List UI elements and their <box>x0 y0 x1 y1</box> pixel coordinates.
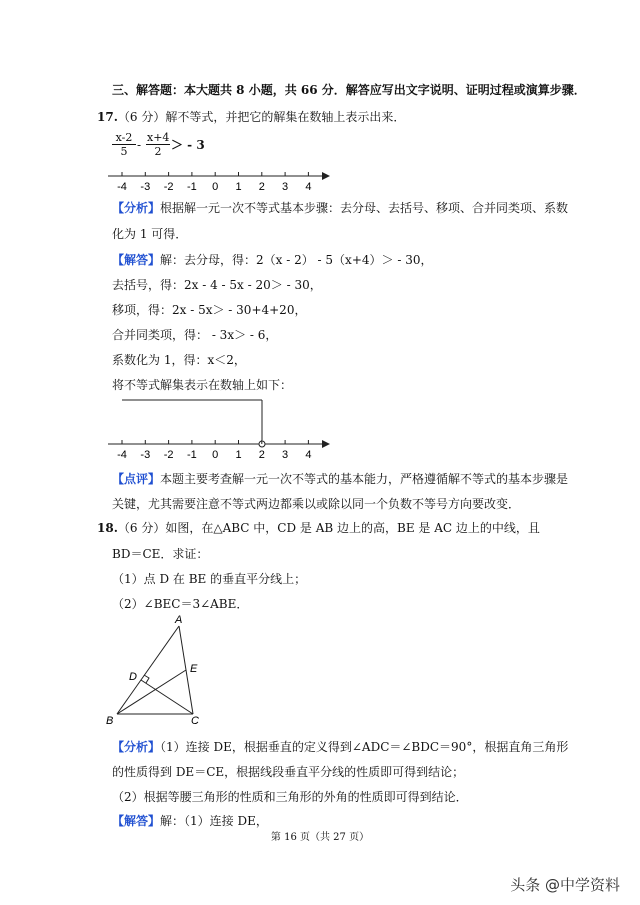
tick-label: 3 <box>282 181 289 193</box>
solution-tag: 【解答】 <box>112 253 161 267</box>
tick-label: 1 <box>235 181 242 193</box>
comment-text: 本题主要考查解一元一次不等式的基本能力，严格遵循解不等式的基本步骤是 <box>160 472 569 486</box>
solution-step-1: 解：（1）连接 DE， <box>160 814 268 828</box>
tick-label: -3 <box>140 181 151 193</box>
analysis-tag: 【分析】 <box>112 201 161 215</box>
tick-label: 2 <box>258 449 265 461</box>
tick-label: 0 <box>212 449 219 461</box>
q18-prompt-cont: BD＝CE．求证： <box>112 547 209 561</box>
altitude-CD <box>141 680 193 714</box>
solution-tag: 【解答】 <box>112 814 161 828</box>
tick-label: -1 <box>187 181 197 193</box>
side-AB <box>117 626 179 714</box>
q17-solution-number-line <box>104 396 334 464</box>
q18-prompt: 如图，在△ABC 中，CD 是 AB 边上的高，BE 是 AC 边上的中线，且 <box>165 521 540 535</box>
number-line-arrow <box>322 440 330 448</box>
q17-points: （6 分） <box>117 110 166 124</box>
q17-minus-sign: - <box>137 138 142 152</box>
section-header: 三、解答题：本大题共 8 小题，共 66 分．解答应写出文字说明、证明过程或演算步骤． <box>112 83 586 97</box>
tick-label: -4 <box>117 181 127 193</box>
fraction-2-denominator: 2 <box>154 145 162 158</box>
vertex-label-C: C <box>191 715 199 727</box>
q18-solution <box>112 813 268 829</box>
tick-label: -2 <box>163 181 174 193</box>
q17-prompt: 解不等式，并把它的解集在数轴上表示出来． <box>165 110 406 124</box>
q18-analysis-part2: （2）根据等腰三角形的性质和三角形的外角的性质即可得到结论． <box>112 790 468 804</box>
q17-title <box>97 109 405 125</box>
fraction-2-numerator: x+4 <box>147 131 170 144</box>
q17-rhs: ＞ - 3 <box>171 138 205 152</box>
q17-number-line <box>104 160 334 196</box>
solution-step-4: 合并同类项，得： - 3x＞ - 6， <box>112 328 278 342</box>
q18-part-2: （2）∠BEC＝3∠ABE． <box>112 597 249 611</box>
median-BE <box>117 670 186 714</box>
point-label-D: D <box>129 671 137 683</box>
q18-number: 18. <box>97 521 118 535</box>
tick-label: 1 <box>235 449 242 461</box>
q17-fraction-2 <box>146 131 170 158</box>
q17-solution <box>112 252 432 268</box>
fraction-1-denominator: 5 <box>120 145 128 158</box>
q17-analysis-cont: 化为 1 可得． <box>112 227 188 241</box>
q18-analysis-cont: 的性质得到 DE＝CE，根据线段垂直平分线的性质即可得到结论； <box>112 765 465 779</box>
tick-label: 4 <box>305 449 312 461</box>
analysis-tag: 【分析】 <box>112 740 161 754</box>
q17-number: 17. <box>97 110 118 124</box>
number-line-arrow <box>322 172 330 180</box>
q18-part-1: （1）点 D 在 BE 的垂直平分线上； <box>112 572 307 586</box>
tick-label: -1 <box>187 449 197 461</box>
q18-triangle-figure <box>105 612 215 728</box>
fraction-1-numerator: x-2 <box>112 131 136 145</box>
q17-fraction-1 <box>112 131 136 158</box>
tick-label: -3 <box>140 449 151 461</box>
solution-step-3: 移项，得：2x - 5x＞ - 30+4+20， <box>112 303 307 317</box>
point-label-E: E <box>190 663 198 675</box>
analysis-text: （1）连接 DE，根据垂直的定义得到∠ADC＝∠BDC＝90°，根据直角三角形 <box>160 740 569 754</box>
analysis-text: 根据解一元一次不等式基本步骤：去分母、去括号、移项、合并同类项、系数 <box>160 201 569 215</box>
solution-step-5: 系数化为 1，得：x＜2， <box>112 353 246 367</box>
solution-step-2: 去括号，得：2x - 4 - 5x - 20＞ - 30， <box>112 278 322 292</box>
q18-points: （6 分） <box>117 521 166 535</box>
tick-label: 2 <box>258 181 265 193</box>
tick-label: 4 <box>305 181 312 193</box>
q17-comment <box>112 471 568 487</box>
comment-tag: 【点评】 <box>112 472 161 486</box>
q18-analysis <box>112 739 568 755</box>
tick-label: -4 <box>117 449 127 461</box>
solution-step-6: 将不等式解集表示在数轴上如下： <box>112 378 293 392</box>
tick-label: 3 <box>282 449 289 461</box>
vertex-label-A: A <box>175 614 183 626</box>
tick-label: -2 <box>163 449 174 461</box>
q17-comment-cont: 关键，尤其需要注意不等式两边都乘以或除以同一个负数不等号方向要改变． <box>112 497 521 511</box>
vertex-label-B: B <box>106 715 114 727</box>
watermark: 头条 @中学资料 <box>504 872 626 897</box>
page-footer: 第 16 页（共 27 页） <box>270 832 370 843</box>
tick-label: 0 <box>212 181 219 193</box>
right-angle-mark <box>144 675 149 683</box>
solution-step-1: 解：去分母，得：2（x - 2） - 5（x+4）＞ - 30， <box>160 253 433 267</box>
q18-title <box>97 520 540 536</box>
q17-analysis <box>112 200 568 216</box>
